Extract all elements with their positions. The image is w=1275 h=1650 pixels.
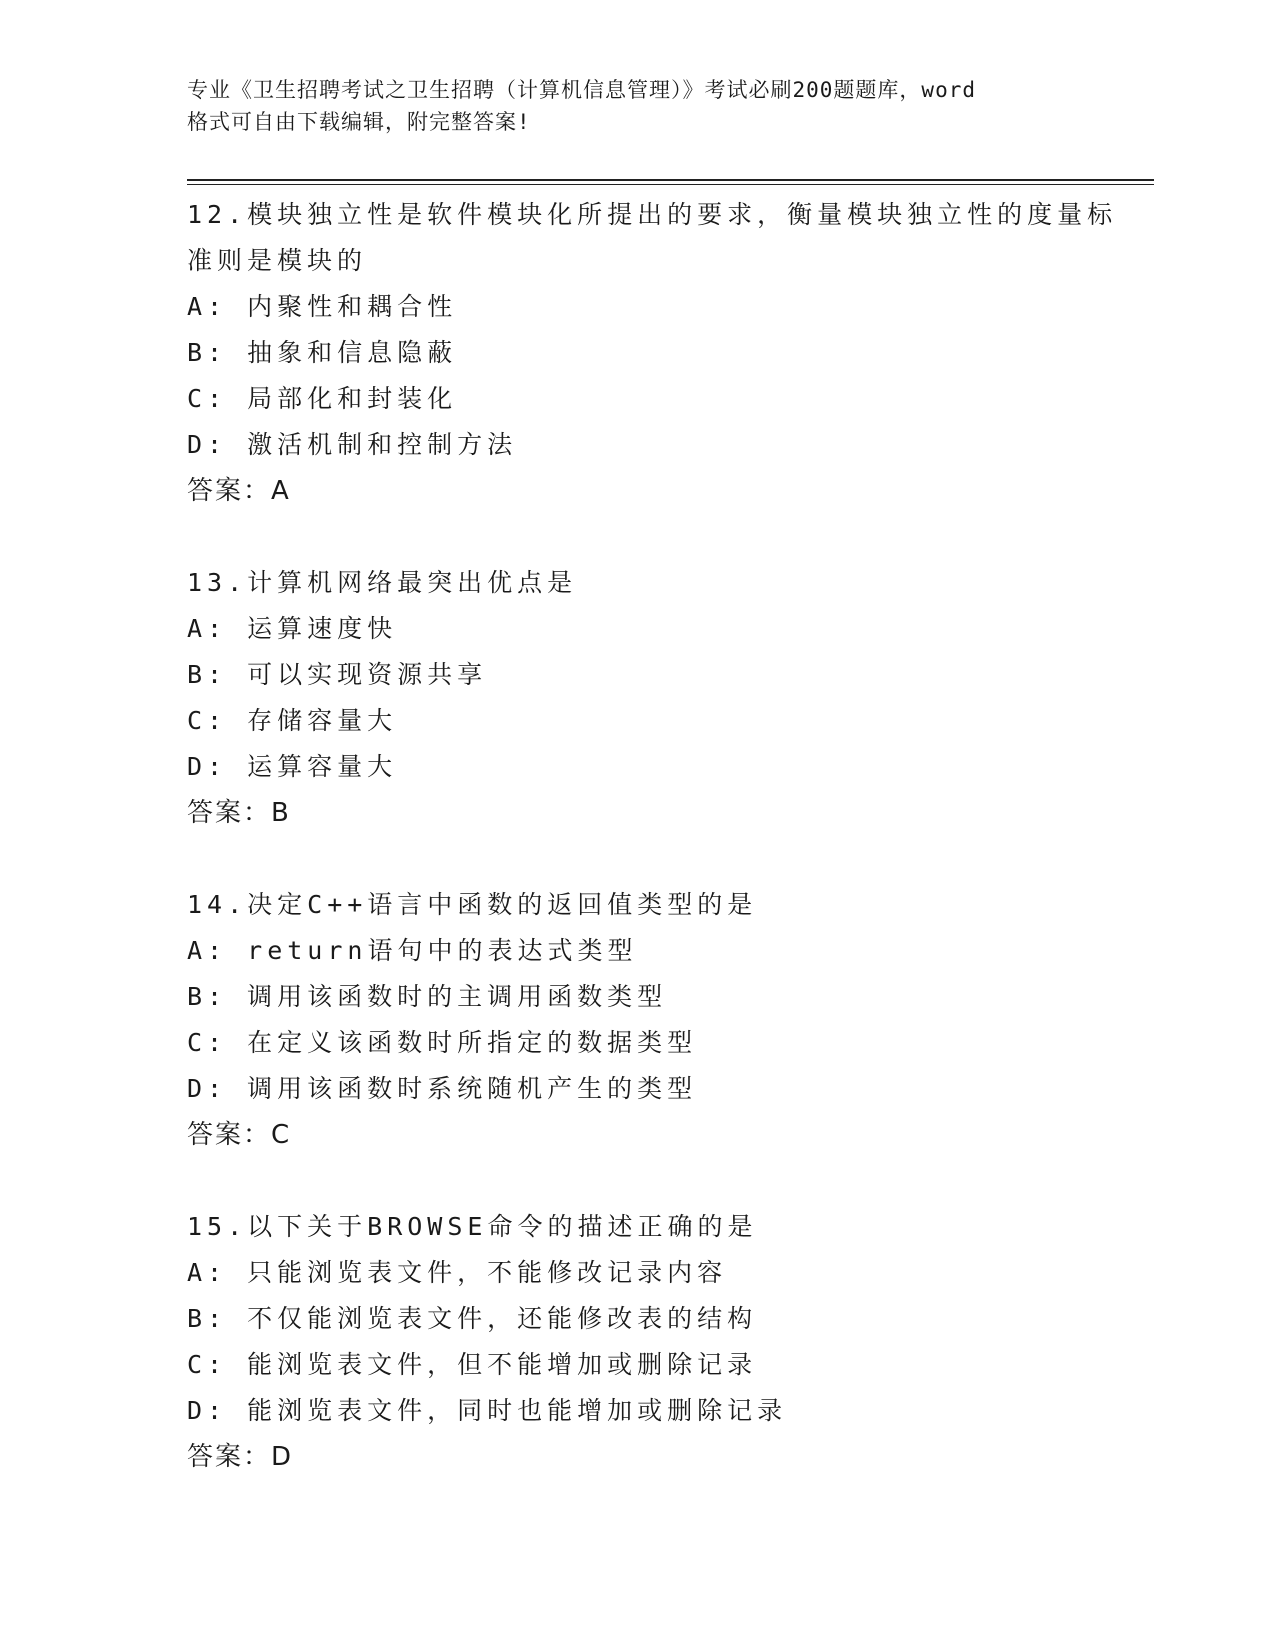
- header-line-1: 专业《卫生招聘考试之卫生招聘（计算机信息管理）》考试必刷200题题库，word: [187, 78, 976, 102]
- question-stem: 12.模块独立性是软件模块化所提出的要求，衡量模块独立性的度量标: [187, 200, 1118, 229]
- answer-label: 答案：C: [187, 1120, 292, 1150]
- header-line-2: 格式可自由下载编辑，附完整答案!: [187, 110, 531, 134]
- question-13: [187, 560, 1087, 836]
- question-stem: 15.以下关于BROWSE命令的描述正确的是: [187, 1212, 758, 1241]
- document-header: [187, 74, 1087, 138]
- option-c: C: 在定义该函数时所指定的数据类型: [187, 1028, 698, 1057]
- answer-label: 答案：D: [187, 1442, 294, 1472]
- option-d: D: 调用该函数时系统随机产生的类型: [187, 1074, 698, 1103]
- option-a: A: 只能浏览表文件，不能修改记录内容: [187, 1258, 728, 1287]
- option-c: C: 存储容量大: [187, 706, 398, 735]
- question-12: [187, 192, 1118, 514]
- option-b: B: 调用该函数时的主调用函数类型: [187, 982, 668, 1011]
- option-b: B: 可以实现资源共享: [187, 660, 488, 689]
- question-stem-continued: 准则是模块的: [187, 246, 368, 275]
- option-d: D: 运算容量大: [187, 752, 398, 781]
- answer-label: 答案：A: [187, 476, 291, 506]
- option-c: C: 局部化和封装化: [187, 384, 458, 413]
- option-b: B: 抽象和信息隐蔽: [187, 338, 458, 367]
- option-d: D: 能浏览表文件，同时也能增加或删除记录: [187, 1396, 788, 1425]
- option-a: A: 运算速度快: [187, 614, 398, 643]
- question-stem: 14.决定C++语言中函数的返回值类型的是: [187, 890, 758, 919]
- question-list: [187, 192, 1118, 1526]
- answer-label: 答案：B: [187, 798, 291, 828]
- question-14: [187, 882, 1087, 1158]
- option-c: C: 能浏览表文件，但不能增加或删除记录: [187, 1350, 758, 1379]
- option-b: B: 不仅能浏览表文件，还能修改表的结构: [187, 1304, 758, 1333]
- option-d: D: 激活机制和控制方法: [187, 430, 518, 459]
- question-15: [187, 1204, 1087, 1480]
- header-divider: [187, 179, 1154, 185]
- question-stem: 13.计算机网络最突出优点是: [187, 568, 578, 597]
- option-a: A: return语句中的表达式类型: [187, 936, 638, 965]
- option-a: A: 内聚性和耦合性: [187, 292, 458, 321]
